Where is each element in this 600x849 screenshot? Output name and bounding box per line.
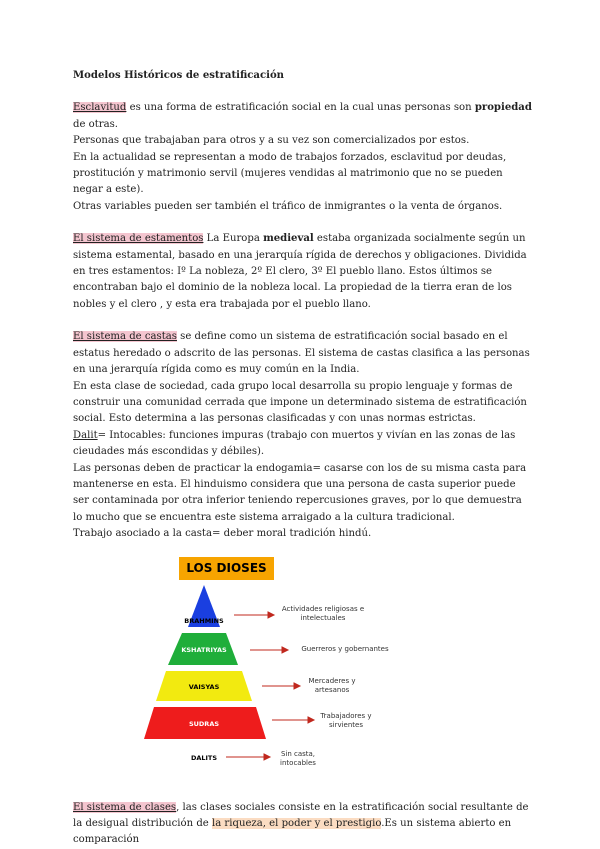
esclavitud-paragraph	[73, 100, 533, 133]
desc-dalits: Sin casta, intocables	[280, 749, 316, 767]
medieval-bold: medieval	[263, 233, 314, 245]
estamentos-paragraph	[73, 231, 533, 313]
esclavitud-line-2: Personas que trabajaban para otros y a su vez son comercializados por estos.	[73, 135, 470, 147]
clases-text-3: .Es un sistema abierto en comparación	[73, 817, 512, 846]
castas-paragraph	[73, 329, 533, 378]
level-name-vaisyas: VAISYAS	[188, 682, 220, 691]
propiedad-bold: propiedad	[474, 102, 532, 114]
clases-text-1: , las clases sociales consiste en la estratificación social resultante de la desigual distribución de	[73, 801, 529, 829]
dalit-term: Dalit	[73, 429, 98, 441]
desc-vaisyas: Mercaderes y artesanos	[308, 676, 356, 694]
level-name-sudras: SUDRAS	[188, 719, 220, 728]
document-body	[73, 68, 533, 849]
dalit-text: = Intocables: funciones impuras (trabajo con muertos y vivían en las zonas de las cieudades más escondidas y débiles).	[73, 429, 516, 458]
caste-pyramid-figure	[118, 555, 388, 780]
castas-dalit-line	[73, 428, 533, 461]
level-name-dalits: DALITS	[190, 753, 218, 762]
pyramid-svg	[118, 555, 388, 780]
document-title: Modelos Históricos de estratificación	[73, 70, 285, 81]
esclavitud-text-a: es una forma de estratificación social en la cual unas personas son	[126, 102, 475, 114]
estamentos-text-3: estaba organizada socialmente según un sistema estamental, basado en una jerarquía rígida de derechos y obligaciones. Dividida en tres estamentos: Iº La nobleza, 2º El clero, 3º El pueblo llano. Estos últimos se encontraban bajo el dominio de la nobleza local. La propiedad de la tierra eran de los nobles y el clero , y esta era trabajada por el pueblo llano.	[73, 233, 527, 310]
desc-kshatriyas: Guerreros y gobernantes	[301, 644, 389, 653]
castas-text-1: se define como un sistema de estratificación social basado en el estatus heredado o adscrito de las personas. El sistema de castas clasifica a las personas en una jerarquía rígida como es muy común en la India.	[73, 331, 530, 376]
desc-sudras: Trabajadores y sirvientes	[320, 711, 372, 729]
estamentos-term: El sistema de estamentos	[73, 233, 204, 245]
castas-line-2: En esta clase de sociedad, cada grupo local desarrolla su propio lenguaje y formas de construir una comunidad cerrada que impone un determinado sistema de estratificación social. Esto determina a las personas clasificadas y con unas normas estrictas.	[73, 380, 527, 425]
estamentos-text-1: La Europa	[203, 233, 264, 245]
clases-term: El sistema de clases	[73, 801, 177, 813]
desc-brahmins: Actividades religiosas e intelectuales	[281, 604, 365, 622]
esclavitud-term: Esclavitud	[73, 102, 127, 114]
riqueza-highlight: la riqueza, el poder y el prestigio	[211, 817, 382, 829]
esclavitud-line-4: Otras variables pueden ser también el tráfico de inmigrantes o la venta de órganos.	[73, 200, 503, 212]
level-name-brahmins: BRAHMINS	[184, 616, 224, 625]
level-name-kshatriyas: KSHATRIYAS	[181, 645, 227, 654]
castas-line-4: Las personas deben de practicar la endogamia= casarse con los de su misma casta para mantenerse en esta. El hinduismo considera que una persona de casta superior puede ser contaminada por otra inferior teniendo repercusiones graves, por lo que demuestra lo mucho que se encuentra este sistema arraigado a la cultura tradicional.	[73, 462, 527, 523]
esclavitud-line-3: En la actualidad se representan a modo de trabajos forzados, esclavitud por deudas, prostitución y matrimonio servil (mujeres vendidas al matrimonio que no se pueden negar a este).	[73, 151, 507, 196]
esclavitud-text-c: de otras.	[73, 118, 119, 130]
castas-line-5: Trabajo asociado a la casta= deber moral tradición hindú.	[73, 528, 372, 540]
clases-paragraph	[73, 800, 533, 849]
castas-term: El sistema de castas	[73, 331, 177, 343]
figure-title: LOS DIOSES	[179, 557, 274, 580]
